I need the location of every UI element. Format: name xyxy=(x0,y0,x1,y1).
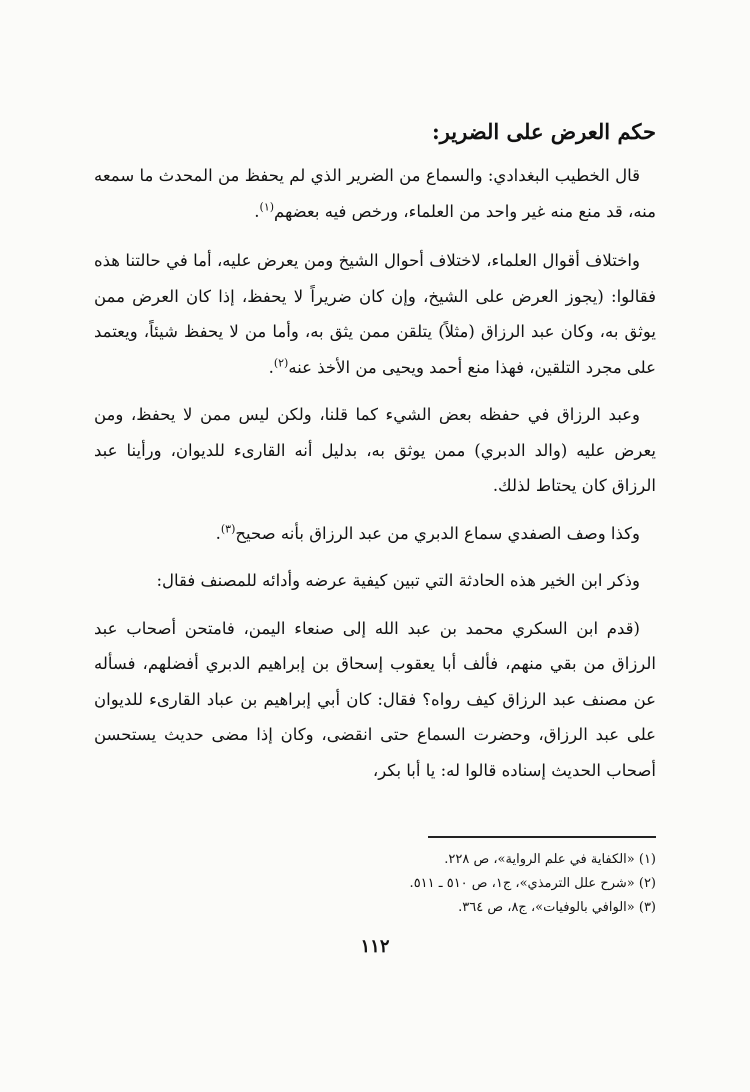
paragraph-2-period: . xyxy=(268,357,274,377)
paragraph-4 xyxy=(94,516,656,552)
footnote-divider xyxy=(428,836,656,838)
paragraph-4-period: . xyxy=(215,523,221,543)
section-heading: حكم العرض على الضرير: xyxy=(431,119,656,144)
paragraph-5: وذكر ابن الخير هذه الحادثة التي تبين كيفية عرضه وأدائه للمصنف فقال: xyxy=(156,571,640,590)
paragraph-2 xyxy=(94,243,656,385)
paragraph-6: (قدم ابن السكري محمد بن عبد الله إلى صنعاء اليمن، فامتحن أصحاب عبد الرزاق من بقي منهم، فألف أبا يعقوب إسحاق بن إبراهيم الدبري أفضلهم، فسأله عن مصنف عبد الرزاق كيف رواه؟ فقال: كان أبي إبراهيم بن عباد القارىء للديوان على عبد الرزاق، وحضرت السماع حتى انقضى، وكان إذا مضى حديث يستحسن أصحاب الحديث إسناده قالوا له: يا أبا بكر، xyxy=(94,618,656,780)
paragraph-1-period: . xyxy=(254,201,260,221)
footnote-1: (١) «الكفاية في علم الرواية»، ص ٢٢٨. xyxy=(444,852,656,867)
paragraph-1 xyxy=(94,158,656,229)
footnote-3: (٣) «الوافي بالوفيات»، ج٨، ص ٣٦٤. xyxy=(458,900,656,915)
page-number: ١١٢ xyxy=(360,936,390,957)
footnote-2: (٢) «شرح علل الترمذي»، ج١، ص ٥١٠ ـ ٥١١. xyxy=(409,876,656,891)
paragraph-1-text: قال الخطيب البغدادي: والسماع من الضرير الذي لم يحفظ من المحدث ما سمعه منه، قد منع منه غير واحد من العلماء، ورخص فيه بعضهم xyxy=(94,166,656,221)
footnote-marker-1[interactable]: (١) xyxy=(259,200,275,213)
footnote-marker-2[interactable]: (٢) xyxy=(273,356,289,369)
main-text xyxy=(94,112,656,800)
footnote-marker-3[interactable]: (٣) xyxy=(220,522,236,535)
paragraph-3: وعبد الرزاق في حفظه بعض الشيء كما قلنا، ولكن ليس ممن لا يحفظ، ومن يعرض عليه (والد الدبري) ممن يوثق به، بدليل أنه القارىء للديوان، ورأينا عبد الرزاق كان يحتاط لذلك. xyxy=(94,405,656,495)
paragraph-4-text: وكذا وصف الصفدي سماع الدبري من عبد الرزاق بأنه صحيح xyxy=(235,523,640,543)
footnotes xyxy=(94,848,656,920)
paragraph-2-text: واختلاف أقوال العلماء، لاختلاف أحوال الشيخ ومن يعرض عليه، أما في حالتنا هذه فقالوا: (يجوز العرض على الشيخ، وإن كان ضريراً لا يحفظ، إذا كان العرض ممن يوثق به، وكان عبد الرزاق (مثلاً) يتلقن ممن يثق به، وأما من لا يحفظ شيئاً، ويعتمد على مجرد التلقين، فهذا منع أحمد ويحيى من الأخذ عنه xyxy=(94,251,656,377)
